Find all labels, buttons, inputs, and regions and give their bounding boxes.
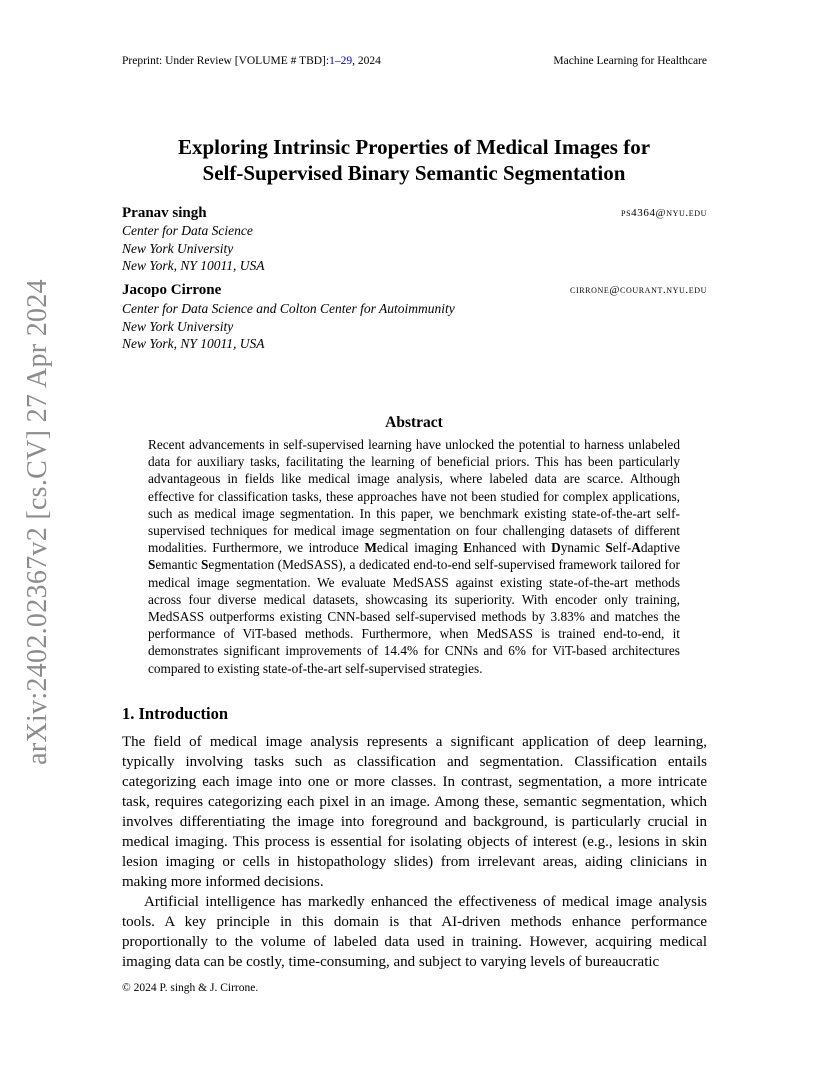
affiliation-line: New York, NY 10011, USA bbox=[122, 336, 265, 351]
section-heading: 1. Introduction bbox=[122, 704, 229, 723]
method-acronym-expansion: Medical imaging Enhanced with Dynamic Self-Adaptive Semantic Segmentation bbox=[148, 540, 680, 573]
author-affiliation bbox=[122, 222, 265, 275]
affiliation-line: New York University bbox=[122, 240, 234, 256]
author-affiliation bbox=[122, 300, 455, 353]
header-year-text: , 2024 bbox=[352, 55, 381, 67]
author-email[interactable]: cirrone@courant.nyu.edu bbox=[570, 284, 707, 296]
abstract-text: Recent advancements in self-supervised learning have unlocked the potential to harness unlabeled data for auxiliary tasks, facilitating the learning of beneficial priors. This has been particularly advantageous in fields like medical image analysis, where labeled data are scarce. Although effective for classification tasks, these approaches have not been studied for complex applications, such as medical image segmentation. In this paper, we benchmark existing state-of-the-art self-supervised techniques for medical image segmentation on four challenging datasets of different modalities. Furthermore, we introduce bbox=[148, 437, 680, 556]
affiliation-line: New York, NY 10011, USA bbox=[122, 258, 265, 273]
header-page-range-link[interactable]: 1–29 bbox=[329, 55, 353, 67]
section-body bbox=[122, 732, 707, 972]
abstract-text: (MedSASS), a dedicated end-to-end self-supervised framework tailored for medical image segmentation. We evaluate MedSASS against existing state-of-the-art methods across four diverse medical datasets, showcasing its superiority. With encoder only training, MedSASS outperforms existing CNN-based self-supervised methods by 3.83% and matches the performance of ViT-based methods. Furthermore, when MedSASS is trained end-to-end, it demonstrates significant improvements of 14.4% for CNNs and 6% for ViT-based architectures compared to existing state-of-the-art self-supervised strategies. bbox=[148, 557, 680, 676]
title-line-1: Exploring Intrinsic Properties of Medical Images for bbox=[177, 135, 651, 159]
copyright-footer: © 2024 P. singh & J. Cirrone. bbox=[122, 982, 259, 994]
author-name: Jacopo Cirrone bbox=[122, 282, 222, 298]
abstract-body bbox=[148, 436, 680, 677]
affiliation-line: Center for Data Science and Colton Center for Autoimmunity bbox=[122, 301, 455, 316]
author-name: Pranav singh bbox=[122, 205, 207, 221]
abstract-heading: Abstract bbox=[385, 414, 443, 431]
arxiv-side-stamp: arXiv:2402.02367v2 [cs.CV] 27 Apr 2024 bbox=[22, 279, 53, 765]
running-header-right: Machine Learning for Healthcare bbox=[553, 55, 707, 67]
paper-title bbox=[122, 134, 706, 186]
paragraph: The field of medical image analysis represents a significant application of deep learning, typically involving tasks such as classification and segmentation. Classification entails categorizing each image into one or more classes. In contrast, segmentation, a more intricate task, requires categorizing each pixel in an image. Among these, semantic segmentation, which involves differentiating the image into foreground and background, is particularly crucial in medical imaging. This process is essential for isolating objects of interest (e.g., lesions in skin lesion imaging or cells in histopathology slides) from irrelevant areas, aiding clinicians in making more informed decisions. bbox=[122, 734, 707, 890]
author-email[interactable]: ps4364@nyu.edu bbox=[621, 207, 707, 219]
affiliation-line: Center for Data Science bbox=[122, 223, 253, 238]
affiliation-line: New York University bbox=[122, 318, 234, 334]
running-header-left bbox=[122, 55, 381, 67]
header-venue-text: Preprint: Under Review [VOLUME # TBD]: bbox=[122, 55, 330, 67]
title-line-2: Self-Supervised Binary Semantic Segmentation bbox=[202, 161, 626, 185]
paragraph: Artificial intelligence has markedly enhanced the effectiveness of medical image analysis tools. A key principle in this domain is that AI-driven methods enhance performance proportionally to the volume of labeled data used in training. However, acquiring medical imaging data can be costly, time-consuming, and subject to varying levels of bureaucratic bbox=[122, 894, 707, 970]
